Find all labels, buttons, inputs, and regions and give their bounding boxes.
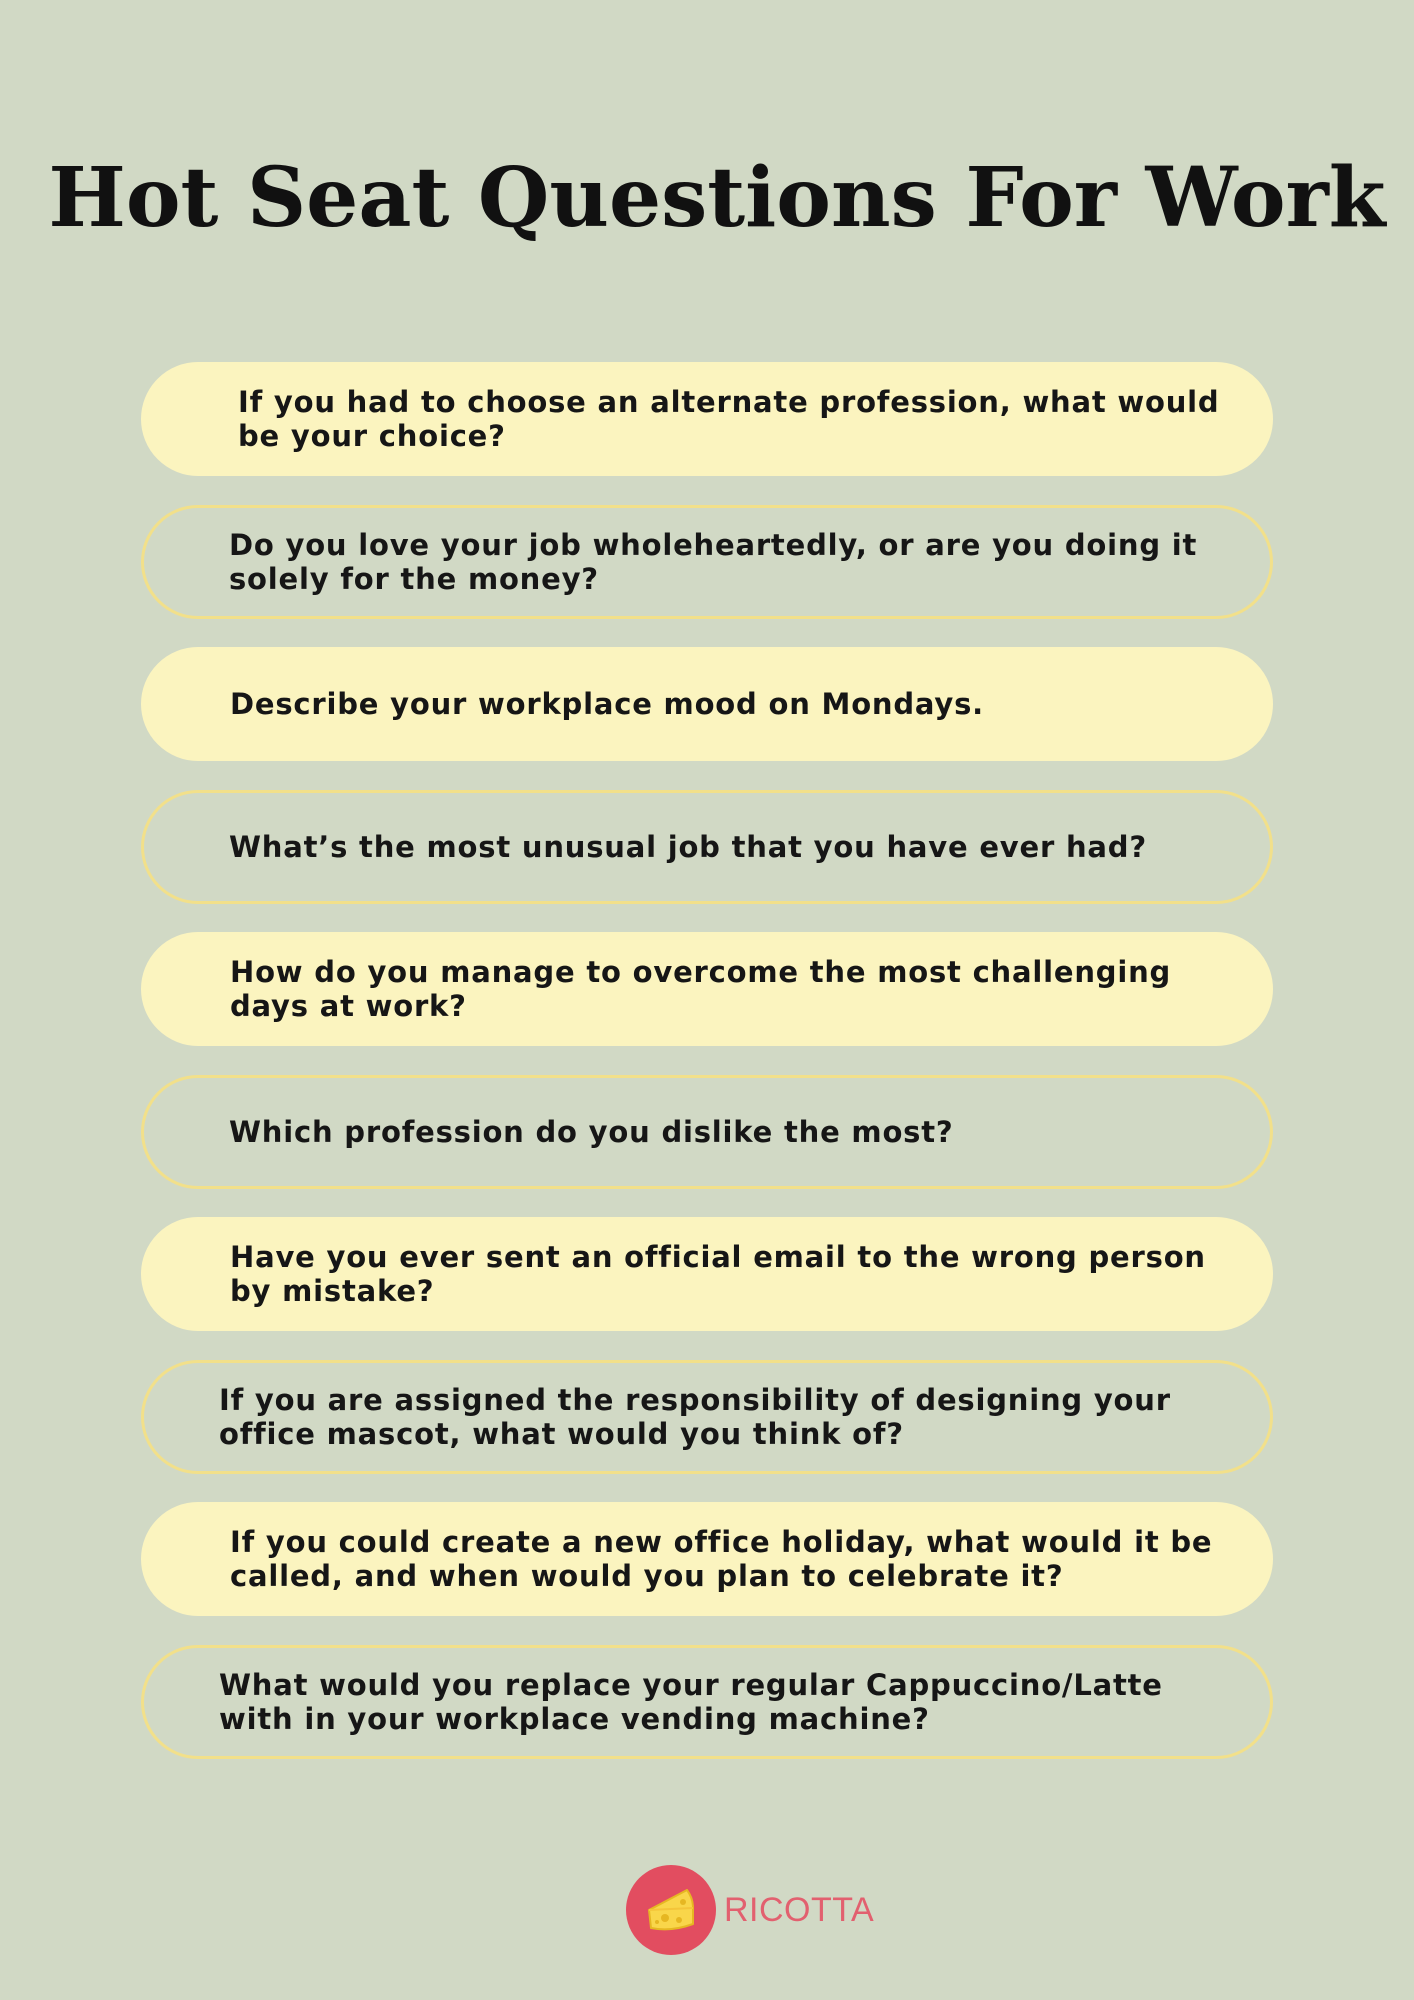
question-card <box>141 505 1273 619</box>
page-title: Hot Seat Questions For Work <box>48 150 1386 246</box>
question-card <box>141 1360 1273 1474</box>
question-card <box>141 1645 1273 1759</box>
brand-name: RICOTTA <box>724 1890 875 1929</box>
question-text: Do you love your job wholeheartedly, or are you doing it solely for the money? <box>229 528 1198 596</box>
question-card <box>141 1502 1273 1616</box>
cheese-icon <box>641 1880 701 1940</box>
question-text: What’s the most unusual job that you have ever had? <box>229 830 1147 864</box>
question-text: If you could create a new office holiday, what would it be called, and when would you plan to celebrate it? <box>230 1525 1213 1593</box>
logo-badge <box>626 1865 716 1955</box>
question-card <box>141 932 1273 1046</box>
question-card <box>141 790 1273 904</box>
question-text: Have you ever sent an official email to the wrong person by mistake? <box>230 1240 1206 1308</box>
question-text: Describe your workplace mood on Mondays. <box>230 687 984 721</box>
question-card <box>141 1075 1273 1189</box>
question-card <box>141 362 1273 476</box>
question-text: Which profession do you dislike the most? <box>229 1115 954 1149</box>
question-text: How do you manage to overcome the most challenging days at work? <box>230 955 1172 1023</box>
question-card <box>141 647 1273 761</box>
brand-logo <box>626 1865 874 1955</box>
question-text: What would you replace your regular Cappuccino/Latte with in your workplace vending machine? <box>219 1668 1163 1736</box>
question-text: If you had to choose an alternate profession, what would be your choice? <box>238 385 1220 453</box>
question-card <box>141 1217 1273 1331</box>
question-text: If you are assigned the responsibility of designing your office mascot, what would you think of? <box>219 1383 1171 1451</box>
